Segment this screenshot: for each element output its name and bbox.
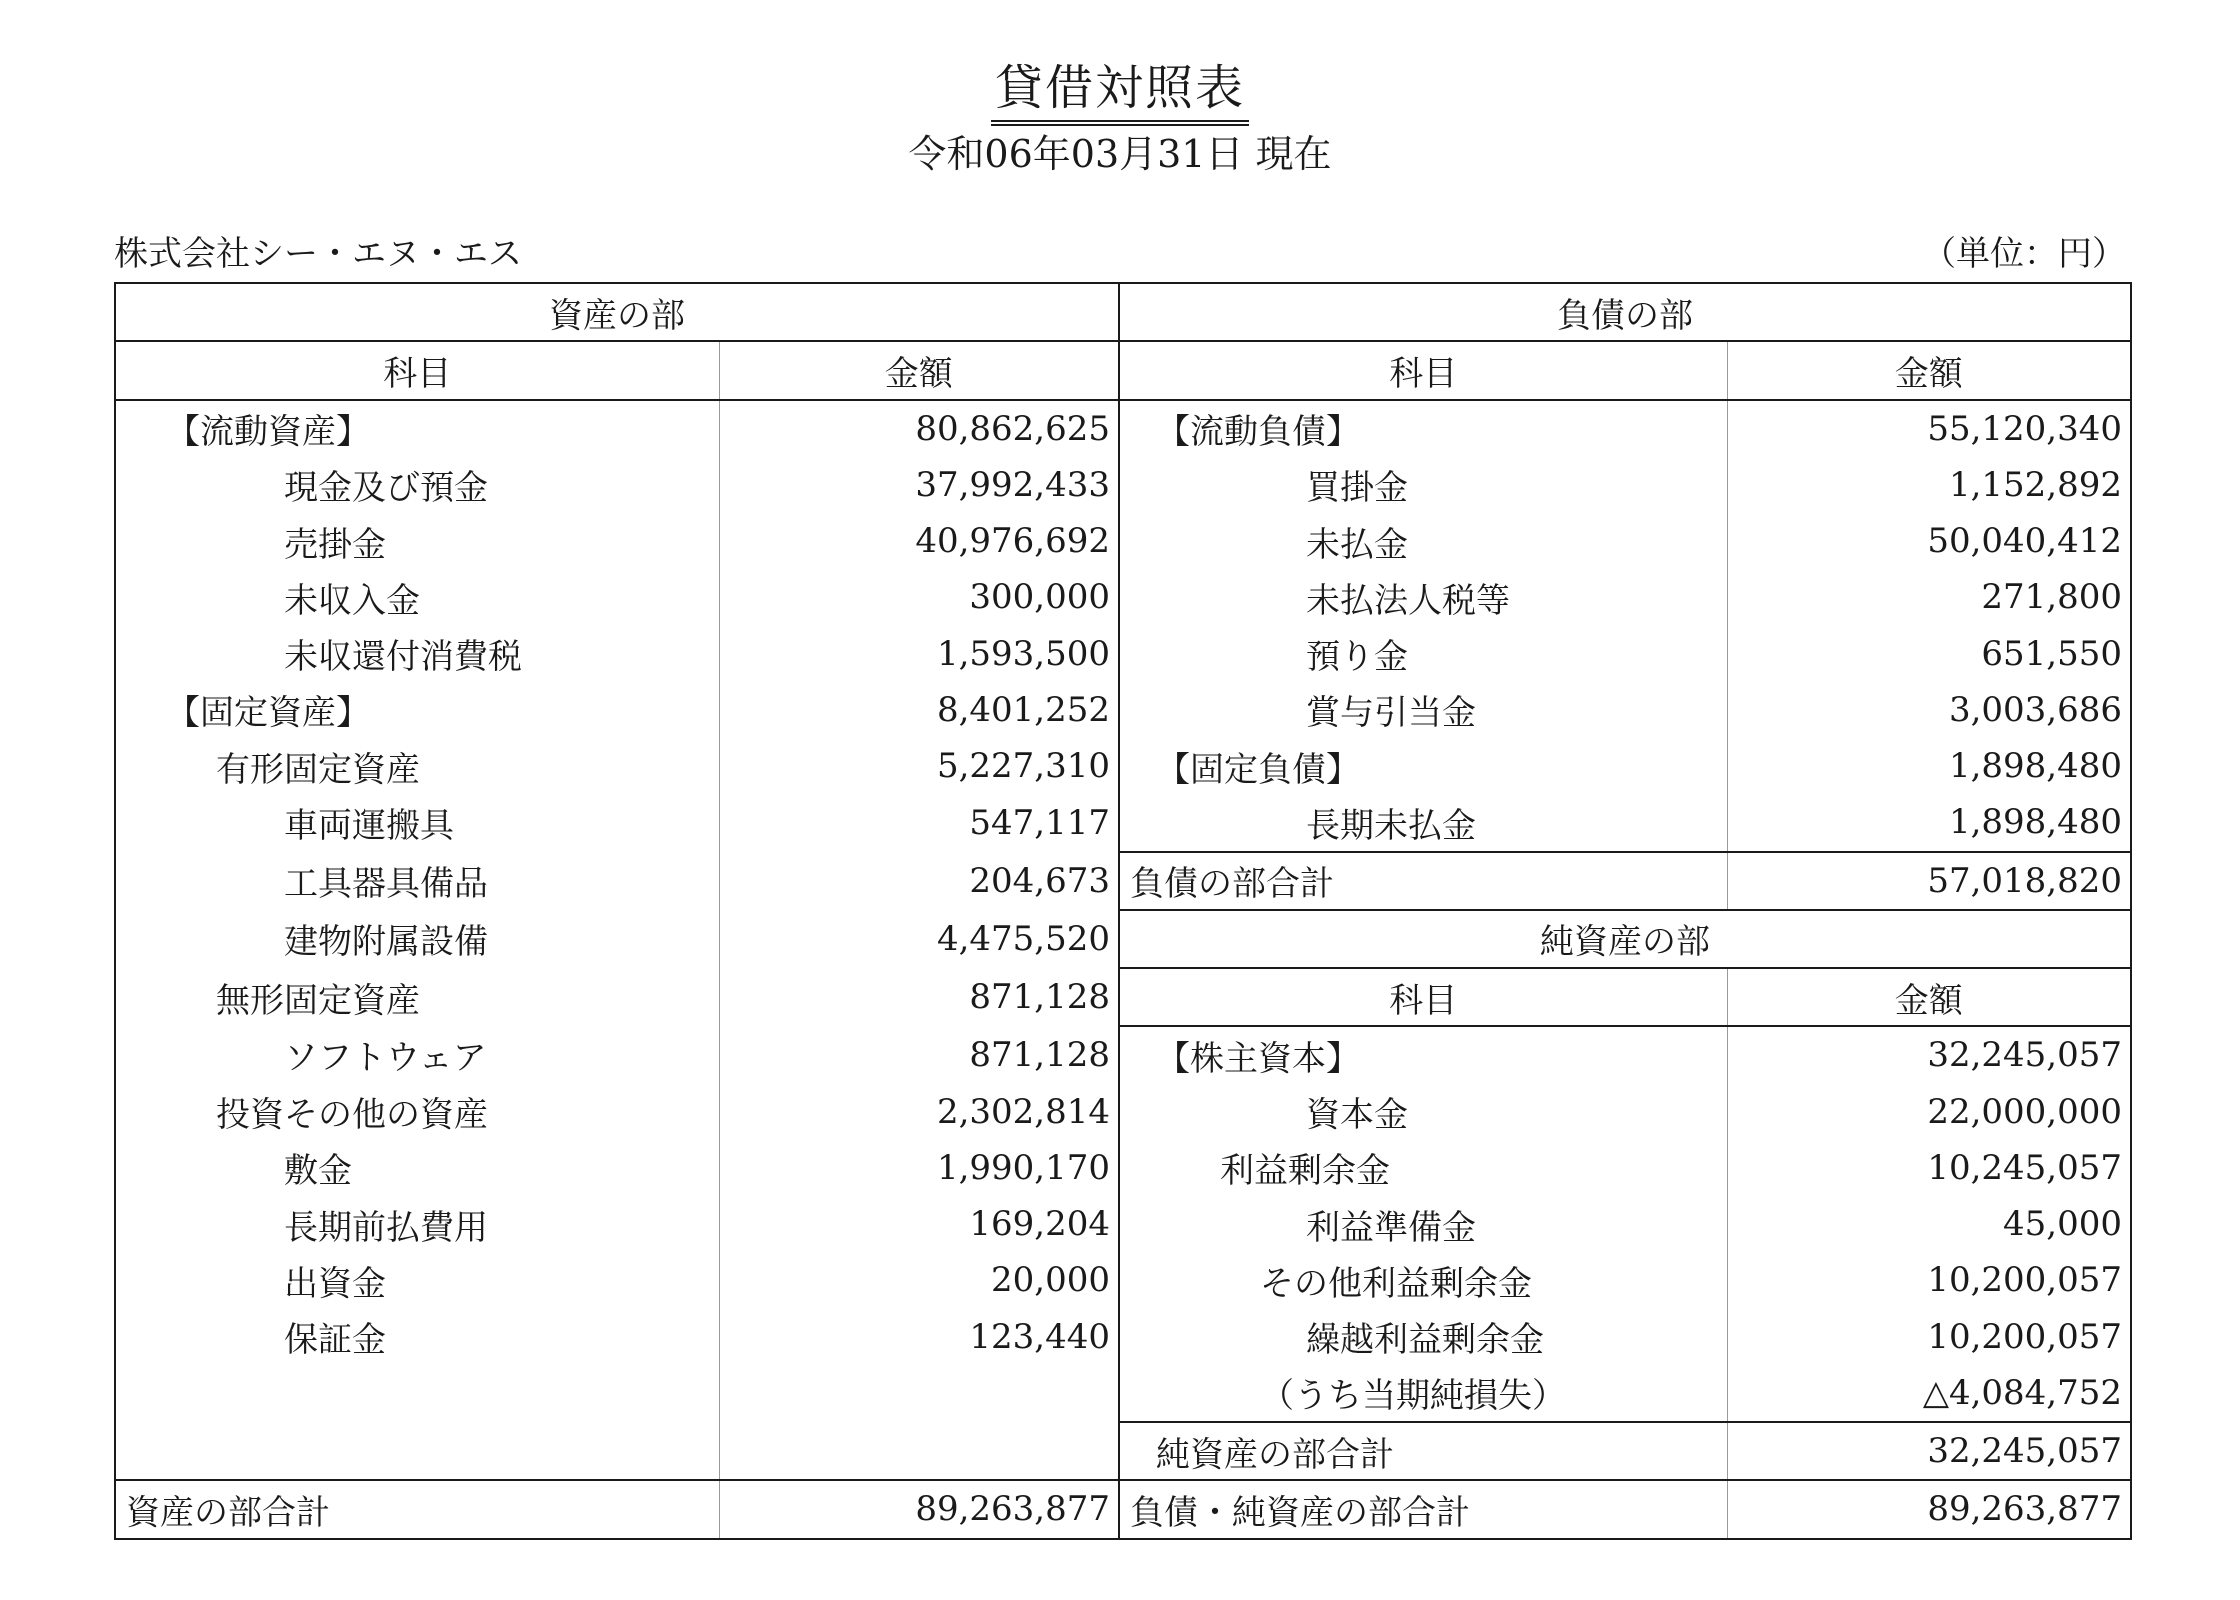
- asset-amount: 4,475,520: [719, 910, 1119, 968]
- table-row: [115, 626, 2131, 682]
- asset-amount: 204,673: [719, 852, 1119, 910]
- asset-label: 現金及び預金: [115, 457, 719, 513]
- asset-amount: 871,128: [719, 1026, 1119, 1083]
- asset-label: 出資金: [115, 1252, 719, 1308]
- asset-amount: 300,000: [719, 569, 1119, 625]
- asset-amount: 5,227,310: [719, 738, 1119, 794]
- asset-amount: 547,117: [719, 794, 1119, 851]
- total-row: [115, 1480, 2131, 1538]
- liabilities-amount-header: 金額: [1727, 341, 2131, 399]
- asset-amount: 8,401,252: [719, 682, 1119, 738]
- table-row: [115, 457, 2131, 513]
- table-row: [115, 569, 2131, 625]
- asset-empty-cell: [719, 1365, 1119, 1422]
- assets-section-header: 資産の部: [115, 283, 1119, 341]
- liabilities-section-header: 負債の部: [1119, 283, 2131, 341]
- asset-label: 売掛金: [115, 513, 719, 569]
- asset-empty-cell: [115, 1422, 719, 1480]
- table-row: [115, 1252, 2131, 1308]
- liability-label: 預り金: [1306, 637, 1408, 678]
- table-row: [115, 1084, 2131, 1140]
- net-assets-amount-header: 金額: [1727, 968, 2131, 1026]
- net-asset-label: 資本金: [1306, 1095, 1408, 1136]
- table-row: [115, 968, 2131, 1026]
- net-asset-label: 繰越利益剰余金: [1306, 1320, 1544, 1361]
- net-asset-amount: 45,000: [1727, 1196, 2131, 1252]
- liability-amount: 271,800: [1727, 569, 2131, 625]
- asset-amount: 871,128: [719, 968, 1119, 1026]
- asset-empty-cell: [115, 1365, 719, 1422]
- asset-amount: 169,204: [719, 1196, 1119, 1252]
- liability-amount: 1,898,480: [1727, 794, 2131, 851]
- liability-amount: 55,120,340: [1727, 400, 2131, 457]
- net-asset-amount: 10,200,057: [1727, 1252, 2131, 1308]
- net-asset-label: 利益剰余金: [1220, 1151, 1390, 1192]
- net-assets-total-amount: 32,245,057: [1727, 1422, 2131, 1480]
- liability-label: 買掛金: [1306, 468, 1408, 509]
- net-assets-total-label: 純資産の部合計: [1119, 1422, 1727, 1480]
- table-row: [115, 682, 2131, 738]
- net-asset-label: その他利益剰余金: [1260, 1263, 1532, 1304]
- asset-amount: 123,440: [719, 1309, 1119, 1365]
- liability-label: 長期未払金: [1119, 794, 1727, 851]
- asset-label: 車両運搬具: [115, 794, 719, 851]
- section-header-row: [115, 283, 2131, 341]
- grand-total-label: 負債・純資産の部合計: [1119, 1480, 1727, 1538]
- assets-amount-header: 金額: [719, 341, 1119, 399]
- table-row: [115, 1140, 2131, 1196]
- asset-empty-cell: [719, 1422, 1119, 1480]
- asset-label: 未収還付消費税: [115, 626, 719, 682]
- asset-label: 【固定資産】: [115, 682, 719, 738]
- asset-label: 【流動資産】: [115, 400, 719, 457]
- document-title: [0, 56, 2240, 126]
- net-asset-amount: △4,084,752: [1727, 1365, 2131, 1422]
- asset-amount: 1,990,170: [719, 1140, 1119, 1196]
- liability-label: 【固定負債】: [1156, 749, 1360, 790]
- table-row: [115, 738, 2131, 794]
- asset-label: 未収入金: [115, 569, 719, 625]
- assets-total-amount: 89,263,877: [719, 1480, 1119, 1538]
- table-row: [115, 1309, 2131, 1365]
- table-row: [115, 1365, 2131, 1422]
- liabilities-item-header: 科目: [1119, 341, 1727, 399]
- net-asset-label: 【株主資本】: [1156, 1038, 1360, 1079]
- net-asset-label: （うち当期純損失）: [1119, 1365, 1727, 1422]
- report-date: 令和06年03月31日 現在: [908, 132, 1332, 176]
- asset-label: 有形固定資産: [115, 738, 719, 794]
- asset-amount: 40,976,692: [719, 513, 1119, 569]
- asset-label: 敷金: [115, 1140, 719, 1196]
- liabilities-total-label: 負債の部合計: [1119, 852, 1727, 910]
- unit-label: （単位：円）: [1922, 234, 2126, 274]
- liability-amount: 1,152,892: [1727, 457, 2131, 513]
- net-asset-amount: 10,200,057: [1727, 1309, 2131, 1365]
- liability-amount: 1,898,480: [1727, 738, 2131, 794]
- liabilities-total-amount: 57,018,820: [1727, 852, 2131, 910]
- liability-label: 【流動負債】: [1156, 412, 1360, 453]
- assets-total-label: 資産の部合計: [115, 1480, 719, 1538]
- asset-amount: 80,862,625: [719, 400, 1119, 457]
- asset-label: ソフトウェア: [115, 1026, 719, 1083]
- table-row: [115, 1196, 2131, 1252]
- net-assets-item-header: 科目: [1119, 968, 1727, 1026]
- asset-amount: 37,992,433: [719, 457, 1119, 513]
- liability-label: 賞与引当金: [1306, 693, 1476, 734]
- liability-label: 未払法人税等: [1306, 580, 1510, 621]
- asset-amount: 1,593,500: [719, 626, 1119, 682]
- assets-item-header: 科目: [115, 341, 719, 399]
- liability-amount: 3,003,686: [1727, 682, 2131, 738]
- table-row: [115, 513, 2131, 569]
- liability-amount: 651,550: [1727, 626, 2131, 682]
- net-asset-label: 利益準備金: [1306, 1207, 1476, 1248]
- asset-amount: 20,000: [719, 1252, 1119, 1308]
- grand-total-amount: 89,263,877: [1727, 1480, 2131, 1538]
- asset-label: 長期前払費用: [115, 1196, 719, 1252]
- net-assets-section-header: 純資産の部: [1119, 910, 2131, 968]
- asset-label: 建物附属設備: [115, 910, 719, 968]
- asset-label: 保証金: [115, 1309, 719, 1365]
- document-title-text: 貸借対照表: [991, 58, 1249, 126]
- table-row: [115, 910, 2131, 968]
- table-row: [115, 1422, 2131, 1480]
- net-asset-amount: 32,245,057: [1727, 1026, 2131, 1083]
- asset-amount: 2,302,814: [719, 1084, 1119, 1140]
- asset-label: 投資その他の資産: [115, 1084, 719, 1140]
- table-row: [115, 852, 2131, 910]
- liability-amount: 50,040,412: [1727, 513, 2131, 569]
- net-asset-amount: 22,000,000: [1727, 1084, 2131, 1140]
- column-header-row: [115, 341, 2131, 399]
- balance-sheet-table: [114, 282, 2132, 1540]
- table-row: [115, 794, 2131, 851]
- net-asset-amount: 10,245,057: [1727, 1140, 2131, 1196]
- liability-label: 未払金: [1306, 524, 1408, 565]
- asset-label: 工具器具備品: [115, 852, 719, 910]
- table-row: [115, 1026, 2131, 1083]
- asset-label: 無形固定資産: [115, 968, 719, 1026]
- company-name: 株式会社シー・エヌ・エス: [114, 234, 522, 274]
- table-row: [115, 400, 2131, 457]
